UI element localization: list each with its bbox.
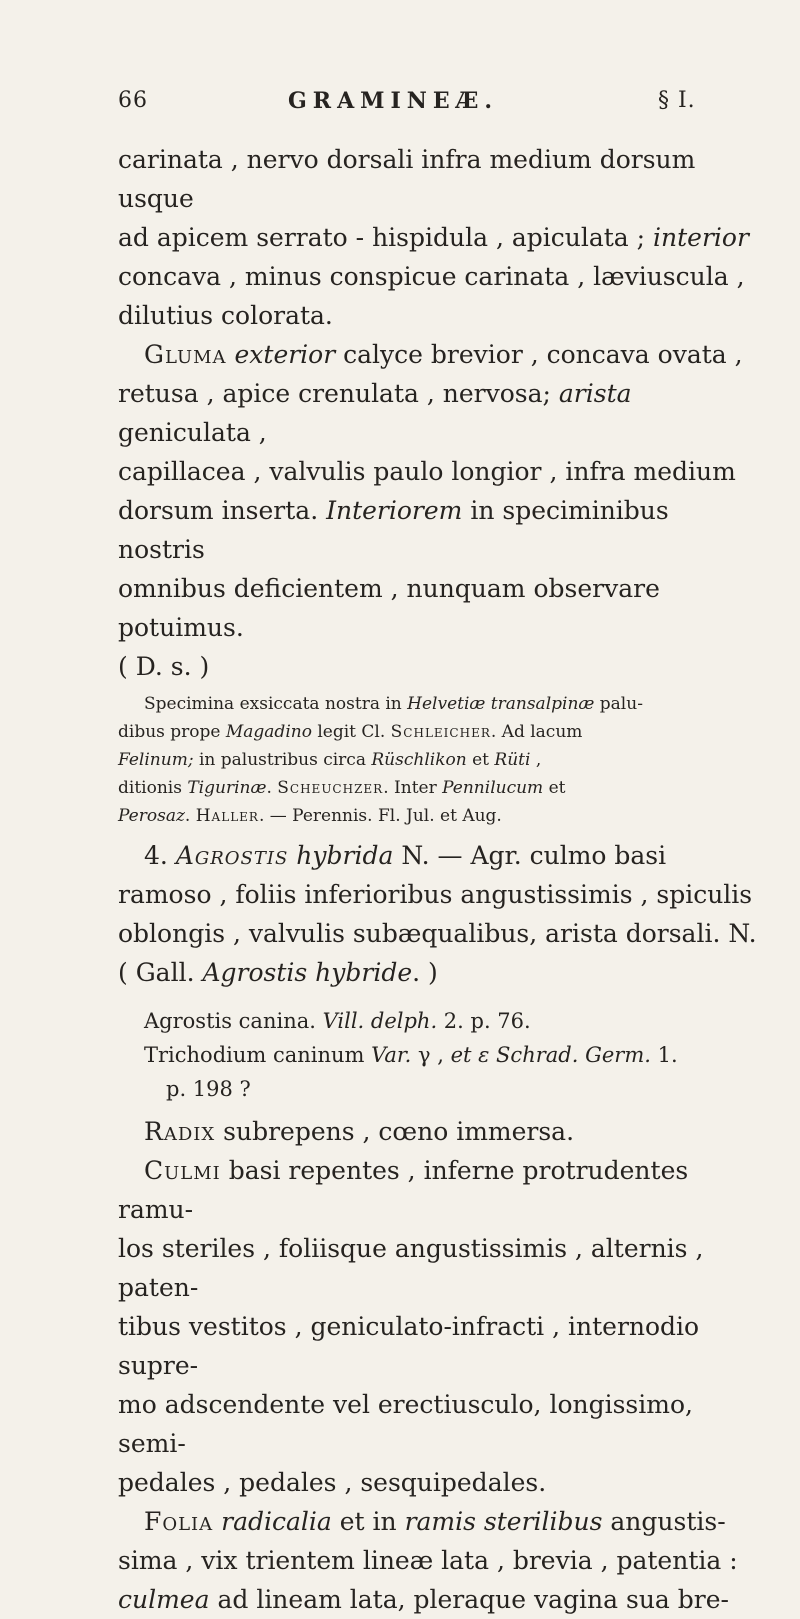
text-line: mo adscendente vel erectiusculo, longissimo, semi- (118, 1390, 693, 1458)
text-line: Radix subrepens , cœno immersa. (144, 1117, 575, 1146)
page-body (118, 140, 758, 1619)
text-line: omnibus deficientem , nunquam observare potuimus. (118, 574, 660, 642)
text-line: tibus vestitos , geniculato-infracti , internodio supre- (118, 1312, 700, 1380)
synonym-line: Trichodium caninum Var. γ , et ε Schrad. Germ. 1. (144, 1043, 678, 1067)
text-line: pedales , pedales , sesquipedales. (118, 1468, 547, 1497)
text-line: dorsum inserta. Interiorem in speciminibus nostris (118, 496, 669, 564)
text-line: ad apicem serrato - hispidula , apiculata ; interior (118, 223, 749, 252)
note-line: Perosaz. Haller. — Perennis. Fl. Jul. et Aug. (118, 806, 502, 826)
note-line: Felinum; in palustribus circa Rüschlikon et Rüti , (118, 750, 542, 770)
text-line: concava , minus conspicue carinata , læviuscula , (118, 262, 745, 291)
synonymy (118, 1004, 758, 1106)
text-line: dilutius colorata. (118, 301, 333, 330)
synonym-line: p. 198 ? (166, 1077, 251, 1101)
page-number: 66 (118, 88, 148, 113)
text-line: Folia radicalia et in ramis sterilibus angustis- (144, 1507, 726, 1536)
text-line: culmea ad lineam lata, pleraque vagina sua bre- (118, 1585, 729, 1614)
text-line: carinata , nervo dorsali infra medium dorsum usque (118, 145, 696, 213)
text-line: oblongis , valvulis subæqualibus, arista dorsali. N. (118, 919, 757, 948)
text-line: retusa , apice crenulata , nervosa; arista geniculata , (118, 379, 632, 447)
text-line: ( D. s. ) (118, 652, 210, 681)
synonym-line: Agrostis canina. Vill. delph. 2. p. 76. (144, 1009, 531, 1033)
note-line: Specimina exsiccata nostra in Helvetiæ transalpinæ palu- (144, 694, 643, 714)
text-line: sima , vix trientem lineæ lata , brevia , patentia : (118, 1546, 738, 1575)
text-line: capillacea , valvulis paulo longior , infra medium (118, 457, 736, 486)
specimen-note (118, 690, 758, 830)
text-line: los steriles , foliisque angustissimis , alternis , paten- (118, 1234, 704, 1302)
note-line: dibus prope Magadino legit Cl. Schleicher. Ad lacum (118, 722, 583, 742)
text-line: Gluma exterior calyce brevior , concava ovata , (144, 340, 743, 369)
running-title: GRAMINEÆ. (288, 88, 499, 114)
text-line: ( Gall. Agrostis hybride. ) (118, 958, 438, 987)
note-line: ditionis Tigurinæ. Scheuchzer. Inter Pennilucum et (118, 778, 566, 798)
section-marker: § I. (658, 88, 696, 113)
species-heading: 4. Agrostis hybrida N. — Agr. culmo basi (144, 841, 667, 870)
text-line: ramoso , foliis inferioribus angustissimis , spiculis (118, 880, 753, 909)
text-line: Culmi basi repentes , inferne protrudentes ramu- (118, 1156, 689, 1224)
